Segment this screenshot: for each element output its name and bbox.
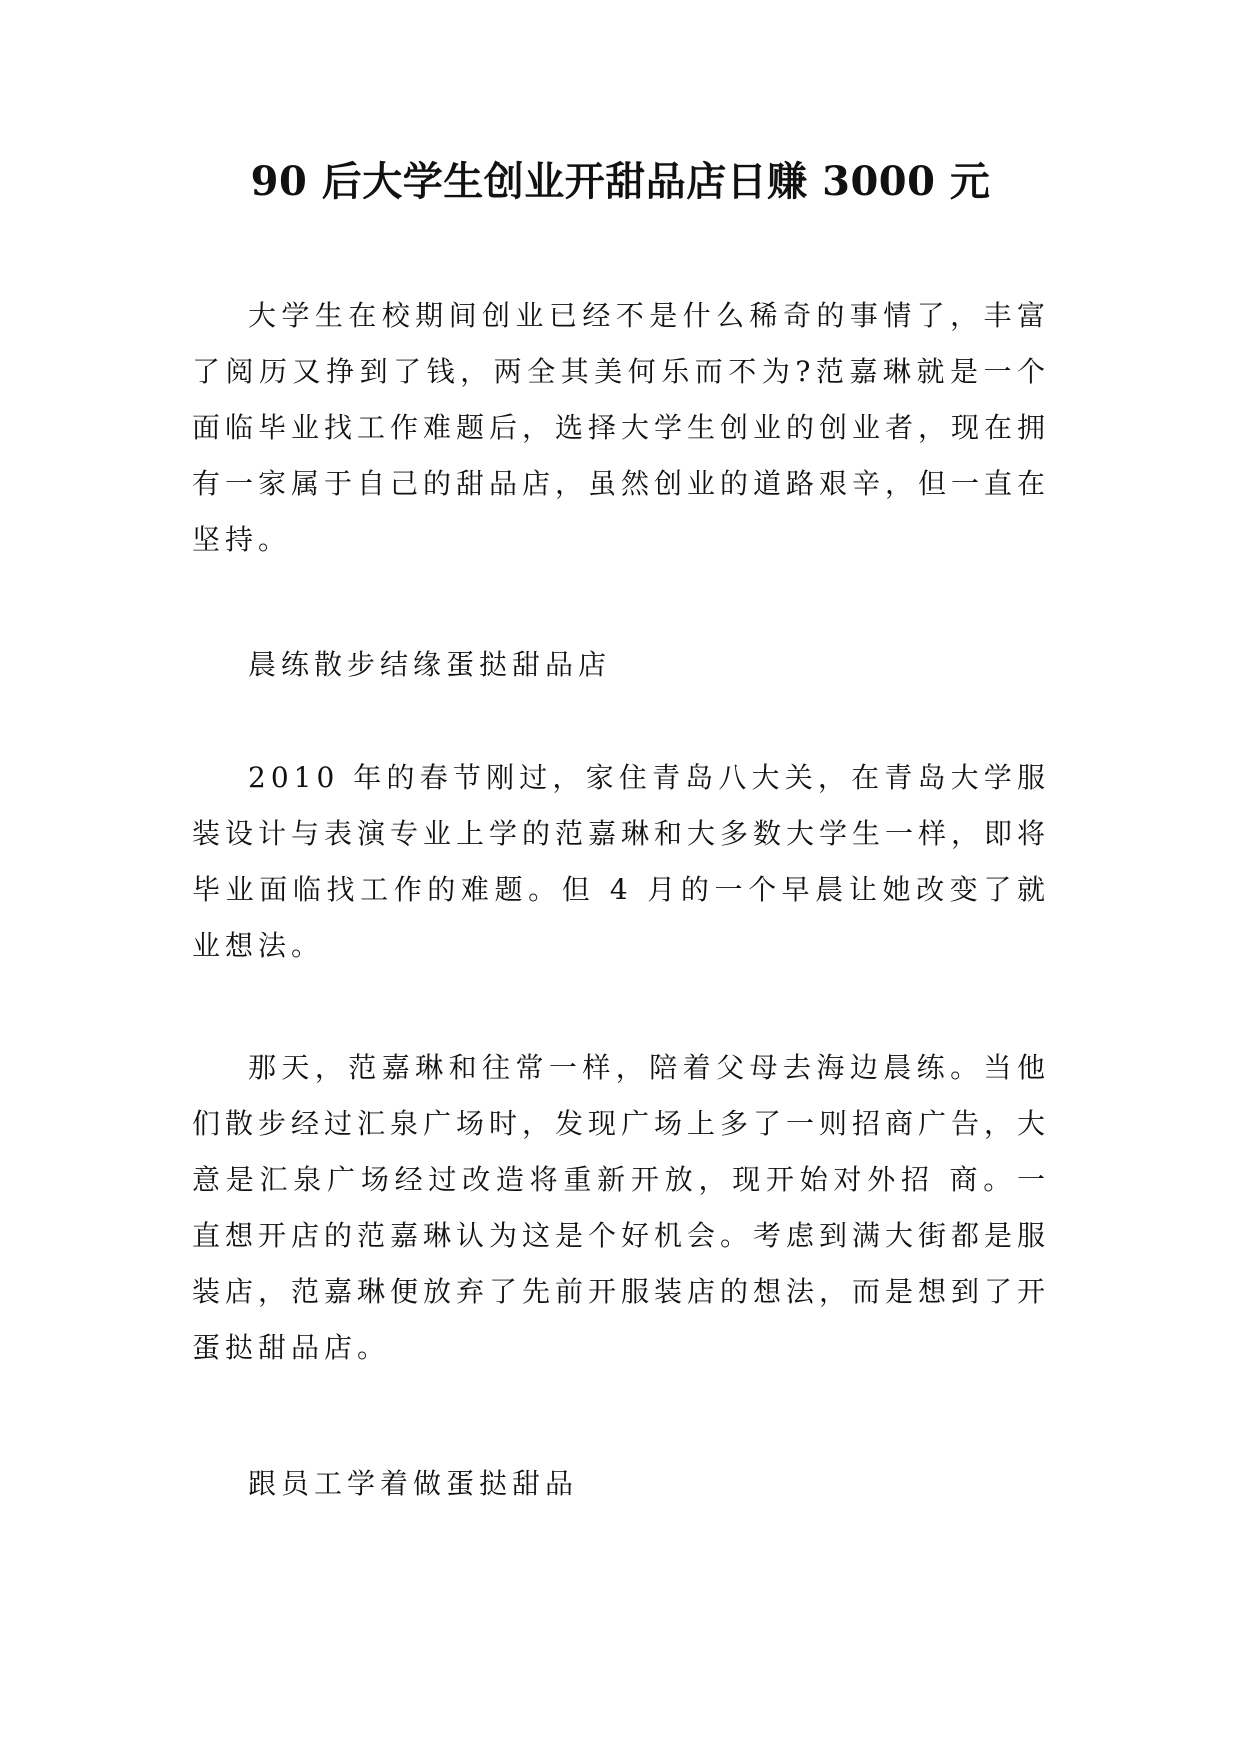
paragraph-3: 那天，范嘉琳和往常一样，陪着父母去海边晨练。当他们散步经过汇泉广场时，发现广场上多了一则招商广告，大意是汇泉广场经过改造将重新开放，现开始对外招 商。一直想开店的范嘉琳认为这是个好机会。考虑到满大街都是服装店，范嘉琳便放弃了先前开服装店的想法，而是想到了开蛋挞甜品店。 <box>192 1051 1051 1364</box>
section-heading-2: 跟员工学着做蛋挞甜品 <box>248 1467 579 1500</box>
paragraph-2: 2010 年的春节刚过，家住青岛八大关，在青岛大学服装设计与表演专业上学的范嘉琳和大多数大学生一样，即将毕业面临找工作的难题。但 4 月的一个早晨让她改变了就业想法。 <box>192 761 1051 962</box>
intro-paragraph: 大学生在校期间创业已经不是什么稀奇的事情了，丰富了阅历又挣到了钱，两全其美何乐而不为?范嘉琳就是一个面临毕业找工作难题后，选择大学生创业的创业者，现在拥有一家属于自己的甜品店，虽然创业的道路艰辛，但一直在坚持。 <box>192 299 1051 556</box>
section-heading-1: 晨练散步结缘蛋挞甜品店 <box>248 648 612 681</box>
document-title: 90 后大学生创业开甜品店日赚 3000 元 <box>250 158 991 205</box>
